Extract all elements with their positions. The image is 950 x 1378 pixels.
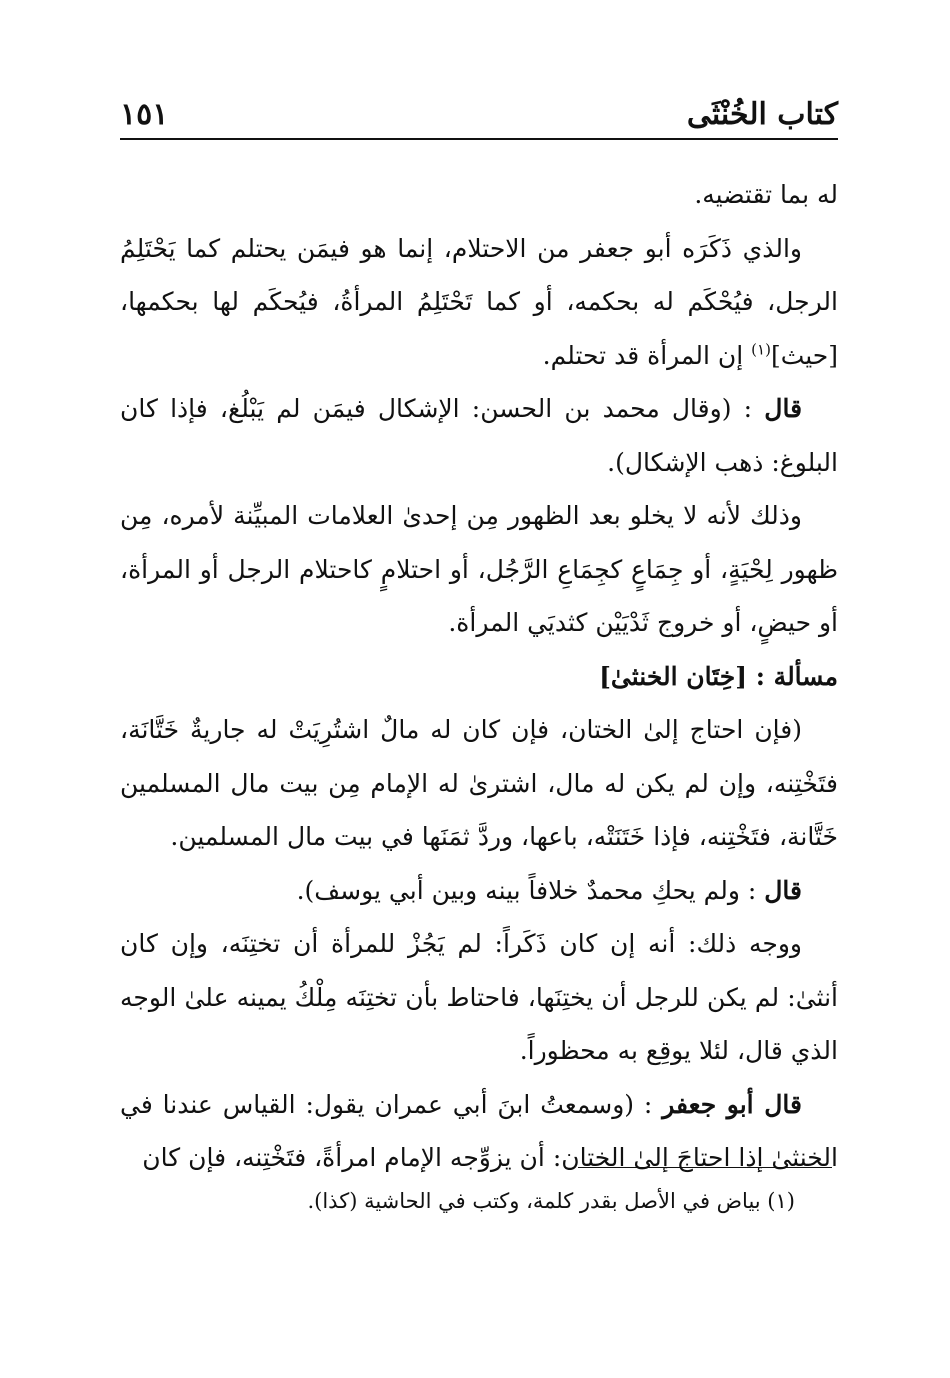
paragraph-7: ووجه ذلك: أنه إن كان ذَكَراً: لم يَجُزْ للمرأة أن تختِنَه، وإن كان أنثىٰ: لم يكن للرجل أن يختِنَها، فاحتاط بأن تختِنَه مِلْكُ يمينه علىٰ الوجه الذي قال، لئلا يوقِع به محظوراً. (120, 929, 838, 1065)
footnote: (١) بياض في الأصل بقدر كلمة، وكتب في الحاشية (كذا). (307, 1189, 795, 1213)
paragraph-6 (120, 864, 838, 918)
main-text (120, 168, 838, 1185)
paragraph-8 (120, 1078, 838, 1185)
paragraph-3 (120, 382, 838, 489)
section-heading: مسألة : [خِتَان الخنثىٰ] (599, 661, 838, 691)
paragraph-5: (فإن احتاج إلىٰ الختان، فإن كان له مالٌ اشتُرِيَتْ له جاريةٌ خَتَّانَة، فتَخْتِنه، وإن لم يكن له مال، اشترىٰ له الإمام مِن بيت مال المسلمين خَتَّانة، فتَخْتِنه، فإذا خَتَنَتْه، باعها، وردَّ ثمَنَها في بيت مال المسلمين. (120, 715, 838, 851)
paragraph-6-lead: قال (764, 875, 802, 905)
running-header (120, 88, 838, 140)
paragraph-6-text: : ولم يحكِ محمدٌ خلافاً بينه وبين أبي يوسف). (296, 875, 757, 905)
book-title: كتاب الخُنْثَى (686, 97, 838, 132)
paragraph-2 (120, 222, 838, 383)
paragraph-3-text: : (وقال محمد بن الحسن: الإشكال فيمَن لم يَبْلُغ، فإذا كان البلوغ: ذهب الإشكال). (120, 394, 838, 477)
paragraph-4: وذلك لأنه لا يخلو بعد الظهور مِن إحدىٰ العلامات المبيِّنة لأمره، مِن ظهور لِحْيَةٍ، أو جِمَاعٍ كجِمَاعِ الرَّجُل، أو احتلامٍ كاحتلام الرجل أو المرأة، أو حيضٍ، أو خروج ثَدْيَيْن كثديَي المرأة. (120, 501, 838, 637)
paragraph-3-lead: قال (764, 394, 803, 423)
paragraph-2-tail: إن المرأة قد تحتلم. (542, 340, 752, 370)
paragraph-8-text: : (وسمعتُ ابنَ أبي عمران يقول: القياس عندنا في الخنثىٰ إذا احتاجَ إلىٰ الختان: أن يزوِّجه الإمام امرأةً، فتَخْتِنه، فإن كان (120, 1089, 838, 1172)
page-number: ١٥١ (120, 97, 169, 132)
paragraph-8-lead: قال أبو جعفر (662, 1089, 802, 1119)
footnote-marker: (١) (751, 340, 771, 359)
paragraph-2-main: والذي ذَكَرَه أبو جعفر من الاحتلام، إنما هو فيمَن يحتلم كما يَحْتَلِمُ الرجل، فيُحْكَم له بحكمه، أو كما تَحْتَلِمُ المرأةُ، فيُحكَم لها بحكمها، [حيث] (120, 233, 838, 370)
paragraph-1: له بما تقتضيه. (694, 180, 838, 209)
footnote-divider (578, 1167, 832, 1168)
